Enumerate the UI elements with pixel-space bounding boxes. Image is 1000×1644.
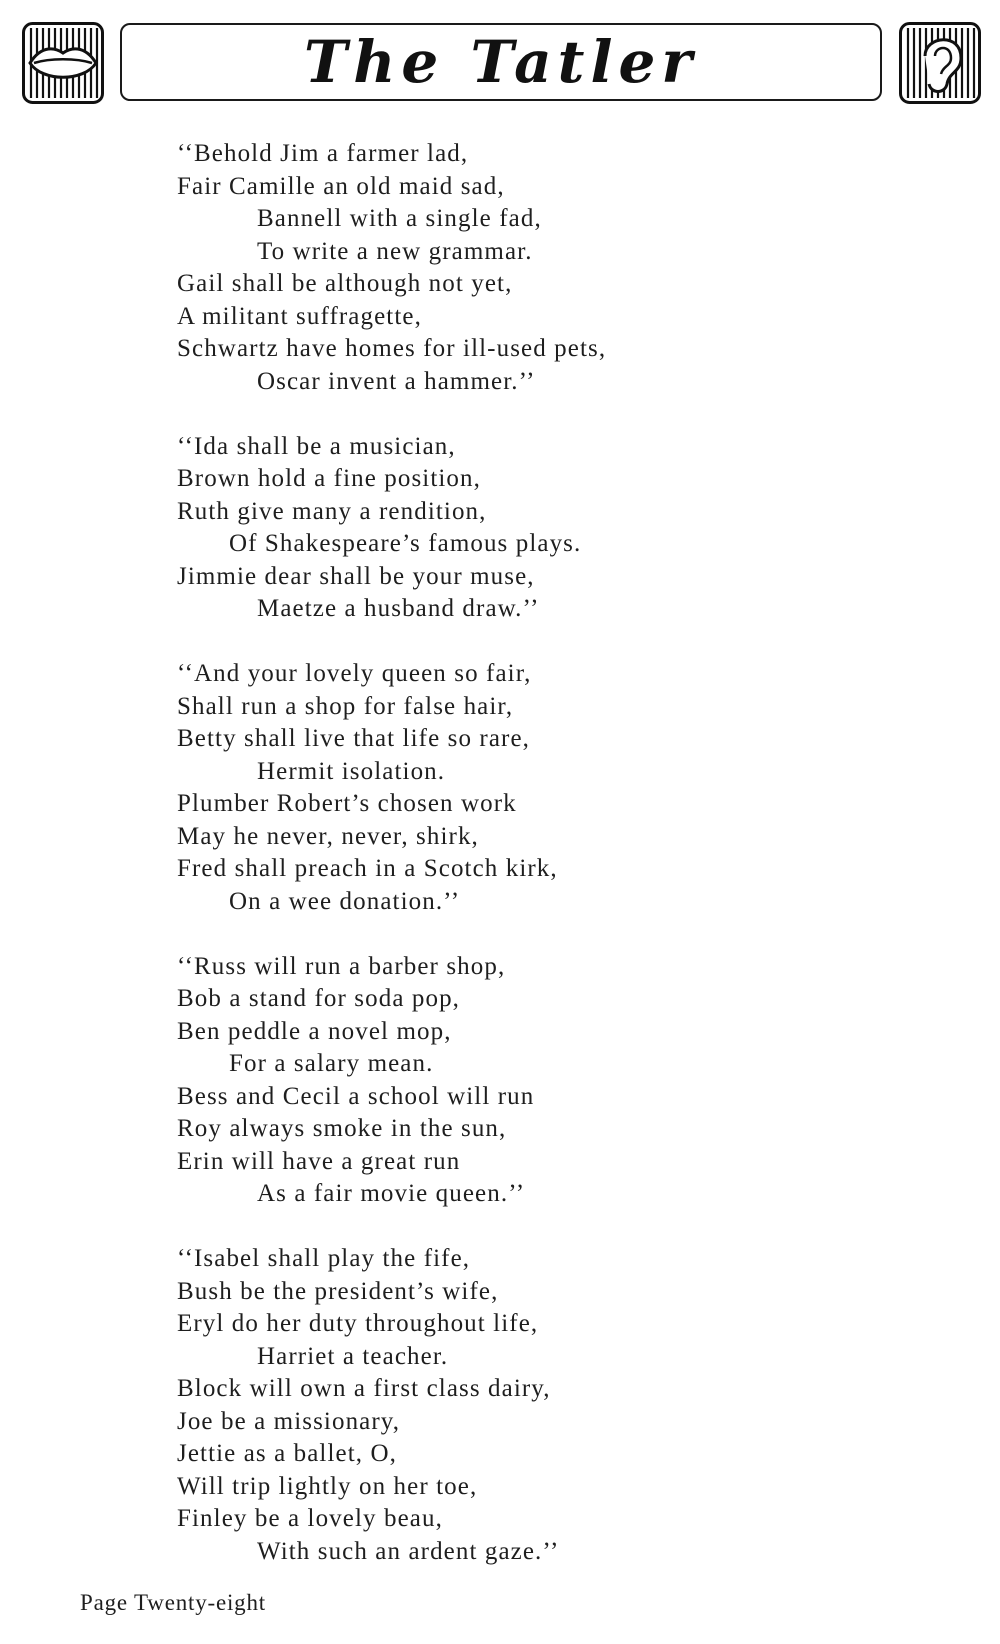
poem-line: ‘‘Russ will run a barber shop, <box>177 952 506 980</box>
page-header <box>0 0 1000 110</box>
lips-icon <box>22 22 104 104</box>
poem-line: Gail shall be although not yet, <box>177 270 513 297</box>
poem-line: Roy always smoke in the sun, <box>177 1115 507 1142</box>
poem-line: Of Shakespeare’s famous plays. <box>229 530 582 557</box>
poem <box>177 138 877 1601</box>
poem-line: Shall run a shop for false hair, <box>177 692 514 720</box>
poem-line: ‘‘Isabel shall play the fife, <box>177 1245 471 1272</box>
poem-line: With such an ardent gaze.’’ <box>257 1537 560 1565</box>
stanza <box>177 951 877 1211</box>
poem-line: A militant suffragette, <box>177 302 422 330</box>
poem-line: Will trip lightly on her toe, <box>177 1472 478 1500</box>
poem-line: Betty shall live that life so rare, <box>177 725 530 752</box>
poem-line: Schwartz have homes for ill-used pets, <box>177 335 607 362</box>
stanza <box>177 1243 877 1568</box>
ear-icon <box>899 22 981 104</box>
poem-line: Bush be the president’s wife, <box>177 1277 499 1305</box>
poem-line: Harriet a teacher. <box>257 1342 449 1370</box>
poem-line: Hermit isolation. <box>257 757 446 785</box>
poem-line: Bob a stand for soda pop, <box>177 985 461 1012</box>
title-frame <box>120 23 882 101</box>
poem-line: Jimmie dear shall be your muse, <box>177 562 535 590</box>
poem-line: Block will own a first class dairy, <box>177 1375 551 1402</box>
poem-line: Fred shall preach in a Scotch kirk, <box>177 855 558 882</box>
poem-line: Fair Camille an old maid sad, <box>177 172 505 200</box>
poem-line: Joe be a missionary, <box>177 1407 401 1435</box>
stanza <box>177 138 877 398</box>
poem-line: As a fair movie queen.’’ <box>257 1180 526 1207</box>
stanza <box>177 658 877 918</box>
poem-line: Finley be a lovely beau, <box>177 1505 443 1532</box>
poem-line: ‘‘And your lovely queen so fair, <box>177 660 532 687</box>
poem-line: Ruth give many a rendition, <box>177 497 487 525</box>
poem-line: Jettie as a ballet, O, <box>177 1440 397 1467</box>
poem-line: Erin will have a great run <box>177 1147 461 1175</box>
poem-line: To write a new grammar. <box>257 237 533 265</box>
poem-line: Plumber Robert’s chosen work <box>177 790 517 817</box>
poem-line: ‘‘Behold Jim a farmer lad, <box>177 140 469 167</box>
poem-line: For a salary mean. <box>229 1050 434 1077</box>
poem-line: Maetze a husband draw.’’ <box>257 595 540 622</box>
poem-line: Eryl do her duty throughout life, <box>177 1310 539 1337</box>
poem-line: Oscar invent a hammer.’’ <box>257 367 536 395</box>
poem-line: May he never, never, shirk, <box>177 822 479 850</box>
poem-line: Bess and Cecil a school will run <box>177 1082 535 1110</box>
poem-line: Brown hold a fine position, <box>177 465 481 492</box>
poem-line: ‘‘Ida shall be a musician, <box>177 432 456 460</box>
masthead-title: The Tatler <box>304 28 698 96</box>
poem-line: Bannell with a single fad, <box>257 205 542 232</box>
poem-line: Ben peddle a novel mop, <box>177 1017 452 1045</box>
stanza <box>177 431 877 626</box>
page-number: Page Twenty-eight <box>80 1590 266 1615</box>
poem-line: On a wee donation.’’ <box>229 887 461 915</box>
